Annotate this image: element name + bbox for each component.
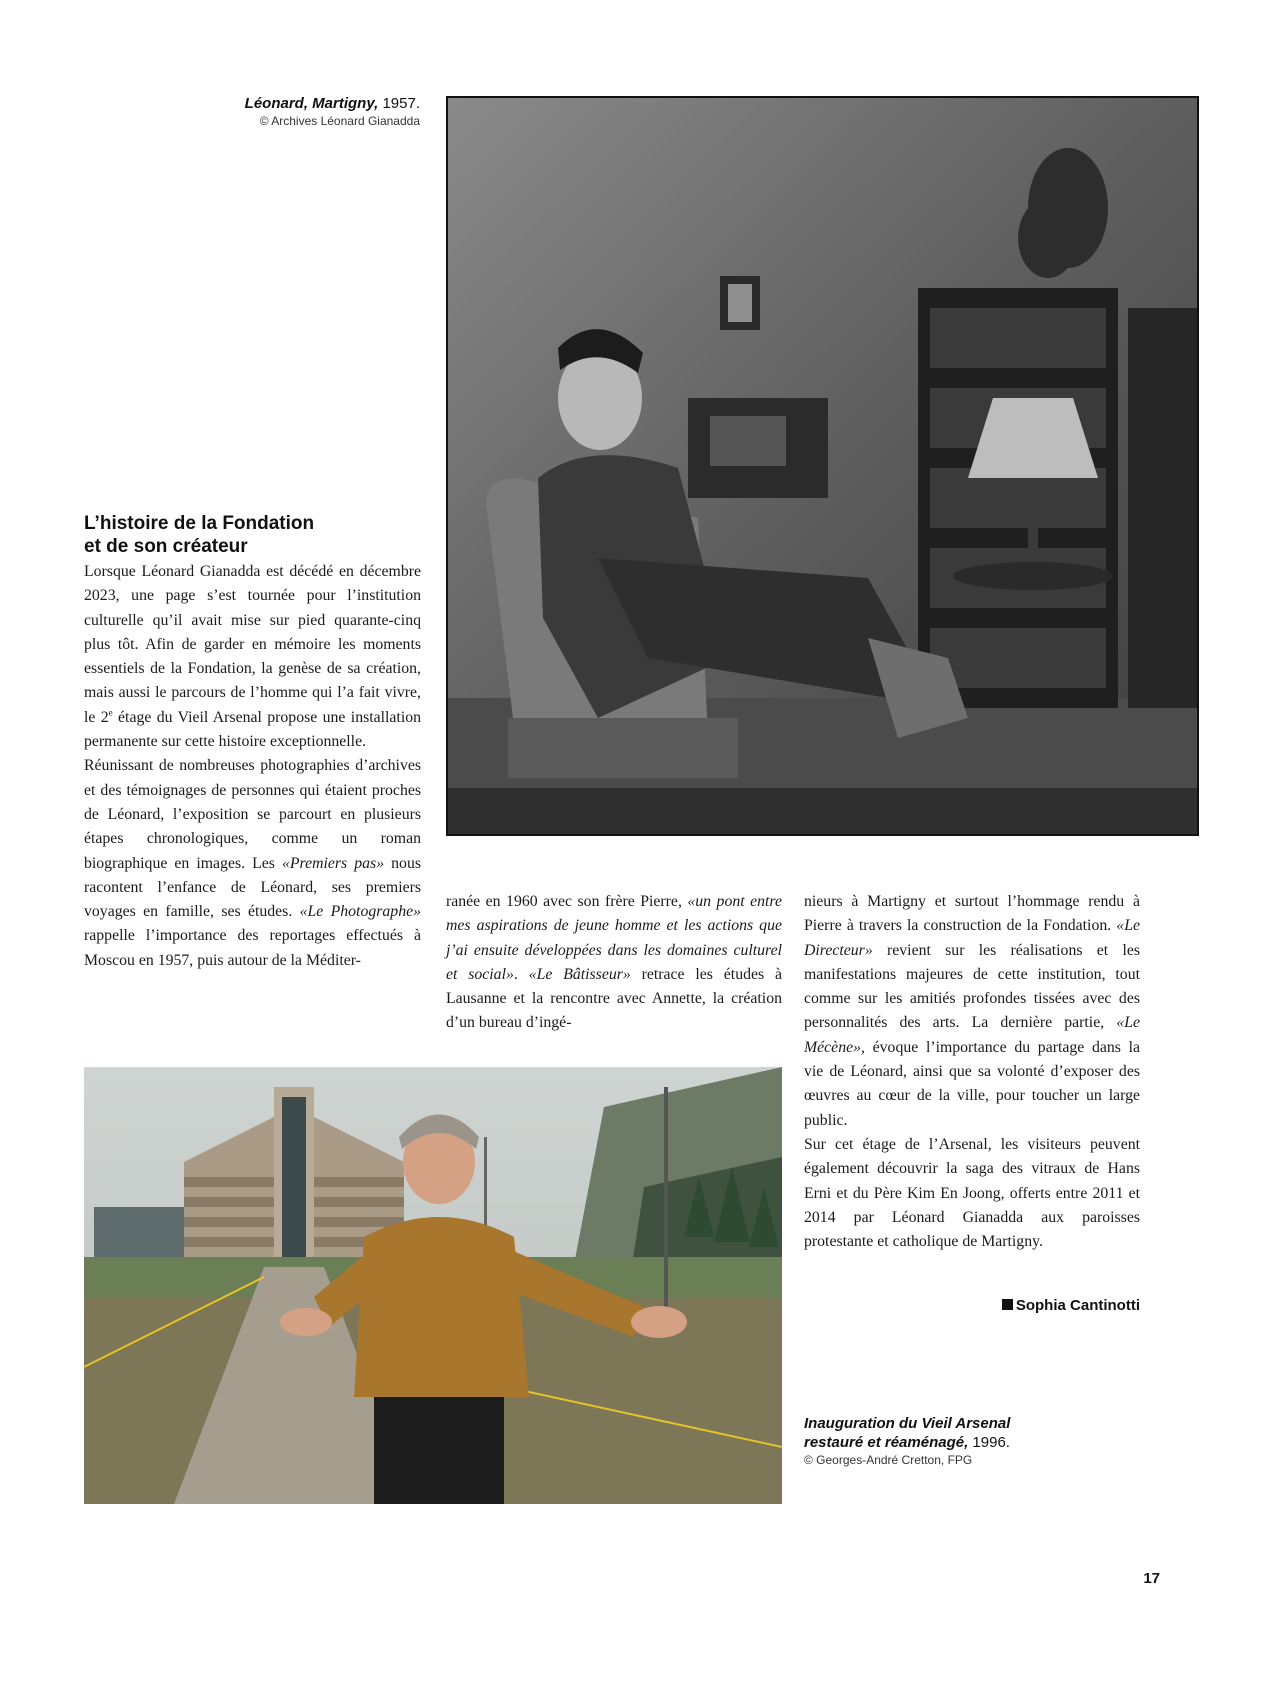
section-title-le-batisseur: «Le Bâtisseur» (528, 965, 631, 983)
photo2-caption-credit: © Georges-André Cretton, FPG (804, 1453, 973, 1467)
text-run: revient sur les réalisations et les manifestations majeures de cette institution, tout comme sur les amitiés profondes tissées avec des personnalités des arts. La dernière partie, (804, 941, 1140, 1032)
article-paragraph: Sur cet étage de l’Arsenal, les visiteurs peuvent également découvrir la saga des vitraux de Hans Erni et du Père Kim En Joong, offerts entre 2011 et 2014 par Léonard Gianadda aux paroisses protestante et catholique de Martigny. (804, 1135, 1140, 1251)
text-run: étage du Vieil Arsenal propose une installation permanente sur cette histoire exceptionnelle. (84, 708, 422, 751)
section-title-le-directeur: «Le Directeur» (804, 917, 1140, 959)
photo-leonard-1957 (446, 96, 1199, 836)
page-number: 17 (1143, 1570, 1160, 1587)
article-paragraph (804, 890, 1140, 1133)
text-run: retrace les études à Lausanne et la rencontre avec Annette, la création d’un bureau d’ingé- (446, 965, 782, 1032)
section-title-le-mecene: «Le Mécène» (804, 1014, 1140, 1056)
article-headline (84, 512, 424, 558)
photo2-caption-title-line1: Inauguration du Vieil Arsenal (804, 1415, 1011, 1432)
text-run: Lorsque Léonard Gianadda est décédé en décembre 2023, une page s’est tournée pour l’institution culturelle qu’il avait mise sur pied quarante-cinq plus tôt. Afin de garder en mémoire les moments essentiels de la Fondation, la genèse de sa création, mais aussi le parcours de l’homme qui l’a fait vivre, le 2 (84, 563, 421, 726)
superscript: e (108, 707, 113, 718)
section-title-premiers-pas: «Premiers pas» (281, 854, 385, 872)
photo2-caption (804, 1414, 1104, 1468)
photo-leonard-1957-illustration (448, 98, 1197, 834)
photo1-caption-year: 1957. (378, 95, 420, 112)
article-column-1 (84, 560, 421, 973)
author-signature (804, 1297, 1140, 1314)
article-headline-line1: L’histoire de la Fondation (84, 513, 315, 534)
section-title-le-photographe: «Le Photographe» (299, 903, 421, 921)
photo2-caption-title (804, 1414, 1104, 1452)
text-run: nous racontent l’enfance de Léonard, ses premiers voyages en famille, ses études. (84, 854, 421, 921)
photo-inauguration-1996-illustration (84, 1067, 782, 1504)
quote: «un pont entre mes aspirations de jeune homme et les actions que j’ai ensuite développées dans les domaines culturel et social» (446, 893, 782, 983)
photo2-caption-title-line2: restauré et réaménagé, (804, 1434, 969, 1451)
photo1-caption-title-text: Léonard, Martigny, (244, 95, 379, 112)
author-name: Sophia Cantinotti (1015, 1297, 1140, 1314)
photo1-caption (150, 94, 420, 129)
text-run: rappelle l’importance des reportages effectués à Moscou en 1957, puis autour de la Méditer- (84, 927, 421, 969)
photo2-caption-year: 1996. (968, 1434, 1010, 1451)
text-run: ranée en 1960 avec son frère Pierre, (446, 893, 688, 910)
article-column-3 (804, 890, 1140, 1254)
article-paragraph (84, 754, 421, 973)
photo1-caption-credit: © Archives Léonard Gianadda (259, 114, 420, 128)
article-column-2 (446, 890, 782, 1036)
text-run: . (513, 965, 529, 983)
text-run: Réunissant de nombreuses photographies d’archives et des témoignages de personnes qui étaient proches de Léonard, l’exposition se parcourt en plusieurs étapes chronologiques, comme un roman biographique en images. Les (84, 757, 421, 872)
photo-inauguration-1996 (84, 1067, 782, 1504)
text-run: nieurs à Martigny et surtout l’hommage rendu à Pierre à travers la construction de la Fondation. (804, 893, 1140, 935)
signature-square-icon (1002, 1299, 1013, 1310)
article-headline-line2: et de son créateur (84, 536, 248, 557)
text-run: , évoque l’importance du partage dans la vie de Léonard, ainsi que sa volonté d’exposer des œuvres au cœur de la ville, pour toucher un large public. (804, 1038, 1140, 1129)
article-paragraph (446, 890, 782, 1036)
article-paragraph (84, 560, 421, 754)
photo1-caption-title (150, 94, 420, 113)
